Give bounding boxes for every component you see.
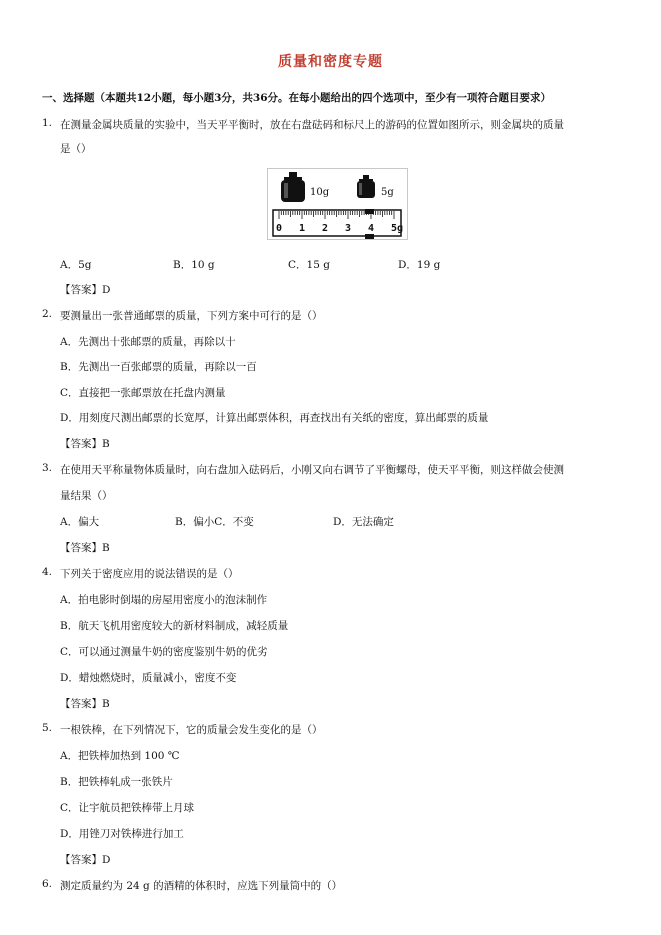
svg-text:3: 3 — [345, 223, 352, 234]
question-text: 在测量金属块质量的实验中，当天平平衡时，放在右盘砝码和标尺上的游码的位置如图所示，则金属块的质量 — [60, 119, 564, 131]
answer: 【答案】B — [60, 542, 110, 554]
option-a: A．偏大 — [60, 516, 100, 528]
question-number: 6. — [42, 878, 53, 890]
question-number: 4. — [42, 566, 53, 578]
question-text: 下列关于密度应用的说法错误的是（） — [60, 568, 239, 580]
option-a: A．把铁棒加热到 100 ℃ — [60, 750, 180, 762]
answer: 【答案】B — [60, 438, 110, 450]
answer: 【答案】D — [60, 284, 111, 296]
weight-10g-label: 10g — [310, 187, 330, 198]
scale-bar — [273, 209, 403, 239]
page-title: 质量和密度专题 — [278, 54, 383, 70]
option-d: D．用刻度尺测出邮票的长宽厚，计算出邮票体积，再查找出有关纸的密度，算出邮票的质量 — [60, 412, 489, 424]
question-text: 要测量出一张普通邮票的质量，下列方案中可行的是（） — [60, 310, 323, 322]
option-c: C．可以通过测量牛奶的密度鉴别牛奶的优劣 — [60, 646, 268, 658]
option-b: B．10 g — [173, 259, 215, 271]
answer: 【答案】B — [60, 698, 110, 710]
option-a: A．拍电影时倒塌的房屋用密度小的泡沫制作 — [60, 594, 268, 606]
option-c: C．15 g — [288, 259, 330, 271]
option-d: D．蜡烛燃烧时，质量减小，密度不变 — [60, 672, 237, 684]
balance-weights-figure — [267, 168, 408, 240]
question-number: 5. — [42, 722, 53, 734]
svg-text:1: 1 — [299, 223, 306, 234]
option-bc: B．偏小C．不变 — [175, 516, 254, 528]
svg-text:5g: 5g — [391, 223, 404, 234]
option-c: C．让宇航员把铁棒带上月球 — [60, 802, 195, 814]
question-text: 在使用天平称量物体质量时，向右盘加入砝码后，小刚又向右调节了平衡螺母，使天平平衡，则这样做会使测 — [60, 464, 564, 476]
question-text-cont: 量结果（） — [60, 490, 113, 502]
rider-icon — [365, 209, 374, 214]
question-number: 1. — [42, 117, 53, 129]
option-d: D．19 g — [398, 259, 441, 271]
svg-text:0: 0 — [276, 223, 283, 234]
question-number: 3. — [42, 462, 53, 474]
svg-text:2: 2 — [322, 223, 329, 234]
question-number: 2. — [42, 308, 53, 320]
section-heading: 一、选择题（本题共12小题，每小题3分，共36分。在每小题给出的四个选项中，至少有一项符合题目要求） — [42, 92, 552, 104]
svg-text:4: 4 — [368, 223, 375, 234]
option-b: B．把铁棒轧成一张铁片 — [60, 776, 173, 788]
option-a: A．5g — [60, 259, 92, 271]
option-b: B．先测出一百张邮票的质量，再除以一百 — [60, 361, 257, 373]
answer: 【答案】D — [60, 854, 111, 866]
question-text: 一根铁棒，在下列情况下，它的质量会发生变化的是（） — [60, 724, 323, 736]
question-text: 测定质量约为 24 g 的酒精的体积时，应选下列量筒中的（） — [60, 880, 343, 892]
option-d: D．用锉刀对铁棒进行加工 — [60, 828, 184, 840]
option-a: A．先测出十张邮票的质量，再除以十 — [60, 336, 236, 348]
option-b: B．航天飞机用密度较大的新材料制成，减轻质量 — [60, 620, 289, 632]
question-text-cont: 是（） — [60, 143, 92, 155]
option-d: D．无法确定 — [333, 516, 394, 528]
option-c: C．直接把一张邮票放在托盘内测量 — [60, 387, 226, 399]
weight-5g-label: 5g — [381, 187, 394, 198]
